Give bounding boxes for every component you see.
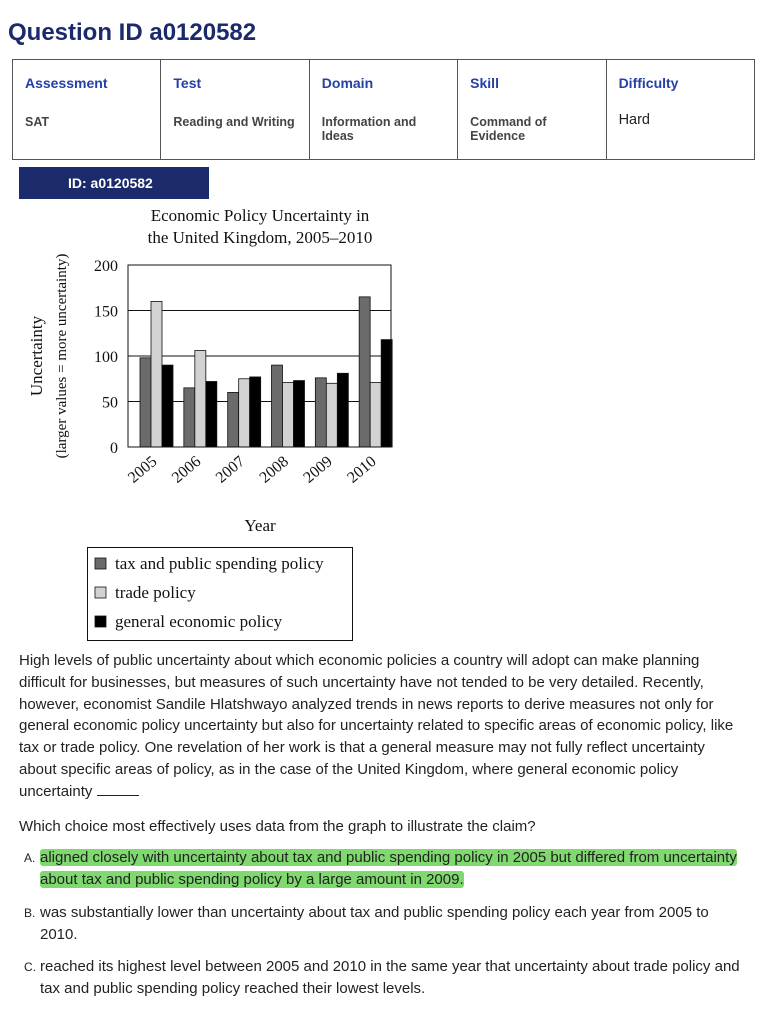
- question-id-badge: ID: a0120582: [19, 167, 209, 199]
- bar-2006-series-1: [195, 351, 206, 447]
- bar-2009-series-2: [337, 373, 348, 447]
- x-tick-label: 2010: [344, 453, 380, 487]
- legend-label-1: trade policy: [115, 583, 196, 602]
- meta-cell-skill: [458, 60, 606, 160]
- choice-c-letter: C.: [24, 960, 36, 974]
- chart-title-line-1: Economic Policy Uncertainty in: [150, 206, 370, 225]
- meta-header-skill: Skill: [470, 75, 499, 91]
- x-tick-label: 2006: [168, 453, 205, 487]
- choice-a-letter: A.: [24, 851, 36, 865]
- meta-value-skill: Command of Evidence: [470, 115, 547, 143]
- bar-2005-series-1: [151, 301, 162, 447]
- question-meta-table: [12, 59, 755, 160]
- x-tick-labels: [125, 453, 380, 487]
- choice-c-text: reached its highest level between 2005 and 2010 in the same year that uncertainty about trade policy and tax and public spending policy reached their lowest levels.: [40, 958, 740, 997]
- meta-value-domain: Information and Ideas: [321, 115, 417, 143]
- bar-2005-series-0: [140, 358, 151, 447]
- bar-2008-series-1: [283, 382, 294, 447]
- y-tick-labels: [94, 258, 118, 457]
- x-tick-label: 2007: [212, 453, 249, 487]
- y-axis-sublabel: (larger values = more uncertainty): [54, 253, 70, 459]
- bar-2010-series-0: [359, 297, 370, 447]
- meta-cell-assessment: [13, 60, 161, 160]
- bar-2010-series-1: [370, 382, 381, 447]
- question-stem: Which choice most effectively uses data from the graph to illustrate the claim?: [19, 818, 536, 835]
- meta-cell-test: [161, 60, 309, 160]
- meta-cell-difficulty: [606, 60, 754, 160]
- bar-2007-series-1: [239, 379, 250, 447]
- choice-b[interactable]: [24, 902, 746, 946]
- uncertainty-bar-chart: [0, 200, 430, 645]
- meta-header-test: Test: [173, 75, 202, 91]
- meta-value-difficulty: Hard: [618, 112, 650, 128]
- bar-2005-series-2: [162, 365, 173, 447]
- meta-value-test: Reading and Writing: [173, 115, 295, 129]
- meta-cell-domain: [309, 60, 457, 160]
- x-axis-label: Year: [244, 516, 276, 535]
- x-tick-label: 2008: [256, 453, 292, 487]
- choice-a-text: aligned closely with uncertainty about tax and public spending policy in 2005 but differed from uncertainty about tax and public spending policy by a large amount in 2009.: [40, 849, 737, 888]
- legend-swatch-1: [95, 587, 106, 598]
- bar-2007-series-2: [250, 377, 261, 447]
- bars: [140, 297, 392, 447]
- passage-blank: [97, 783, 139, 796]
- y-tick-label: 150: [94, 303, 118, 321]
- meta-value-assessment: SAT: [25, 115, 50, 129]
- legend-label-0: tax and public spending policy: [115, 554, 324, 573]
- bar-2009-series-1: [326, 383, 337, 447]
- passage-text: High levels of public uncertainty about which economic policies a country will adopt can make planning difficult for businesses, but measures of such uncertainty have not tended to be very detailed. Recently, however, economist Sandile Hlatshwayo analyzed trends in news reports to derive measures not only for general economic policy uncertainty but also for uncertainty related to specific areas of economic policy, like tax or trade policy. One revelation of her work is that a general measure may not fully reflect uncertainty about specific areas of policy, as in the case of the United Kingdom, where general economic policy uncertainty: [19, 652, 734, 800]
- passage: [19, 650, 744, 803]
- choice-a[interactable]: [24, 847, 746, 891]
- x-tick-label: 2005: [125, 453, 161, 487]
- bar-2006-series-0: [184, 388, 195, 447]
- legend-label-2: general economic policy: [115, 612, 283, 631]
- bar-2008-series-0: [272, 365, 283, 447]
- meta-header-assessment: Assessment: [25, 75, 108, 91]
- y-tick-label: 200: [94, 258, 118, 275]
- meta-header-domain: Domain: [321, 75, 374, 91]
- chart-title-line-2: the United Kingdom, 2005–2010: [147, 228, 373, 247]
- bar-2007-series-0: [228, 392, 239, 447]
- bar-2006-series-2: [206, 381, 217, 447]
- choice-c[interactable]: [24, 956, 746, 1000]
- y-tick-label: 100: [94, 349, 118, 366]
- x-tick-label: 2009: [300, 453, 336, 487]
- meta-header-difficulty: Difficulty: [618, 75, 679, 91]
- legend-swatch-0: [95, 558, 106, 569]
- page-title: Question ID a0120582: [8, 19, 257, 46]
- choice-b-letter: B.: [24, 906, 36, 920]
- y-tick-label: 50: [102, 394, 118, 412]
- bar-2009-series-0: [315, 378, 326, 447]
- y-tick-label: 0: [110, 440, 118, 457]
- legend-swatch-2: [95, 616, 106, 627]
- y-axis-label: Uncertainty: [27, 315, 46, 397]
- bar-2008-series-2: [294, 381, 305, 447]
- choice-b-text: was substantially lower than uncertainty about tax and public spending policy each year from 2005 to 2010.: [40, 904, 709, 943]
